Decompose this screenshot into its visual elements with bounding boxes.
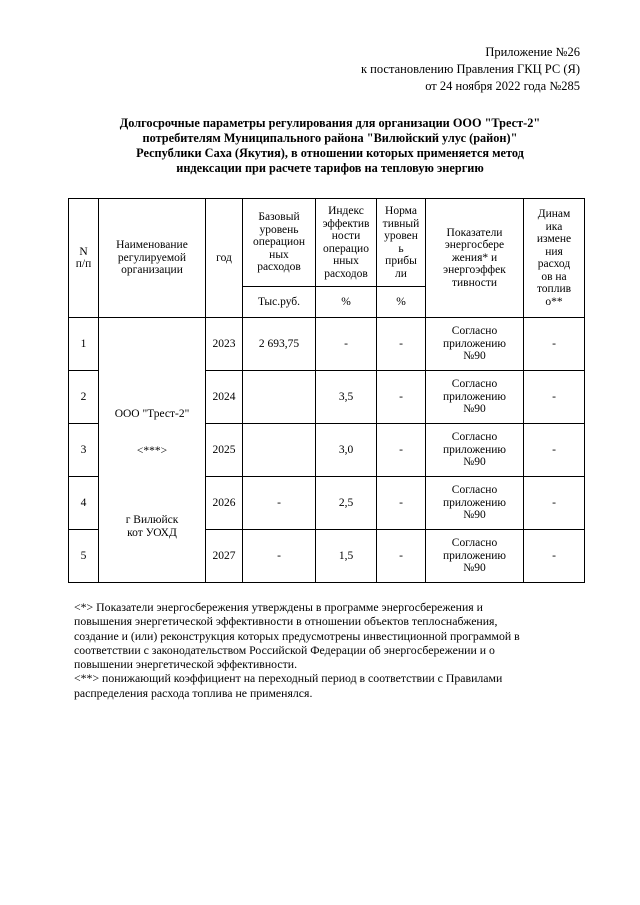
row-base-level: [243, 371, 316, 424]
header-text-line: ли: [395, 267, 407, 280]
row-efficiency-index: 3,0: [316, 424, 377, 477]
indicator-line: №90: [463, 456, 486, 469]
footnote-line: <*> Показатели энергосбережения утверждены в программе энергосбережения и: [74, 600, 483, 614]
header-num: [69, 199, 99, 318]
header-row: [69, 199, 585, 287]
row-norm-profit: -: [377, 318, 426, 371]
row-number: 5: [69, 530, 99, 583]
footnote-line: повышения энергетической эффективности в отношении объектов теплоснабжения,: [74, 614, 498, 629]
indicator-line: приложению: [442, 337, 507, 350]
row-indicators: [426, 424, 524, 477]
header-text-line: ния: [545, 245, 563, 258]
footnote-line: <**> понижающий коэффициент на переходный период в соответствии с Правилами: [74, 671, 503, 686]
indicator-line: №90: [463, 350, 486, 363]
row-year: 2025: [206, 424, 243, 477]
header-text-line: расходов: [324, 267, 368, 280]
header-text-line: эффектив: [322, 217, 370, 230]
header-text-line: Наименование: [116, 239, 188, 252]
row-norm-profit: -: [377, 371, 426, 424]
place-line: г Вилюйск: [125, 514, 179, 526]
row-base-level: 2 693,75: [243, 318, 316, 371]
header-text-line: Показатели: [446, 226, 503, 239]
header-text-line: о**: [545, 295, 563, 308]
unit-index: %: [316, 287, 377, 318]
footnote-line: создание и (или) реконструкция которых предусмотрены инвестиционной программой в: [74, 628, 520, 643]
header-text-line: энергоэффек: [443, 264, 506, 277]
header-text-line: жения* и: [451, 251, 498, 264]
row-efficiency-index: 1,5: [316, 530, 377, 583]
unit-base: Тыс.руб.: [243, 287, 316, 318]
appendix-number: Приложение №26: [485, 45, 580, 59]
header-org-name: [99, 199, 206, 318]
header-text-line: операцио: [323, 242, 369, 255]
organization-cell: [99, 318, 206, 583]
row-norm-profit: -: [377, 477, 426, 530]
header-text-line: Индекс: [328, 205, 364, 217]
row-year: 2026: [206, 477, 243, 530]
header-text-line: измене: [536, 233, 572, 245]
header-text-line: тивности: [451, 276, 498, 289]
row-number: 4: [69, 477, 99, 530]
header-norm-profit: [377, 199, 426, 287]
row-indicators: [426, 477, 524, 530]
organization-name: ООО "Трест-2": [114, 408, 190, 420]
title-line: индексации при расчете тарифов на тепловую энергию: [176, 161, 484, 175]
row-norm-profit: -: [377, 530, 426, 583]
header-text-line: ных: [269, 248, 289, 261]
header-indicators: [426, 199, 524, 318]
title-line: Республики Саха (Якутия), в отношении которых применяется метод: [136, 146, 524, 160]
appendix-resolution: к постановлению Правления ГКЦ РС (Я): [360, 62, 580, 76]
place-line: кот УОХД: [127, 526, 177, 539]
row-indicators: [426, 371, 524, 424]
header-year: [206, 199, 243, 318]
row-year: 2024: [206, 371, 243, 424]
header-text-line: организации: [121, 264, 183, 277]
row-base-level: -: [243, 477, 316, 530]
header-fuel-dynamics: [524, 199, 585, 318]
header-text-line: Норма: [385, 205, 417, 217]
header-text-line: нных: [333, 255, 359, 267]
footnote-line: соответствии с законодательством Российской Федерации об энергосбережении и о: [74, 642, 495, 657]
header-text-line: год: [216, 251, 232, 264]
row-efficiency-index: 2,5: [316, 477, 377, 530]
appendix-date: от 24 ноября 2022 года №285: [425, 79, 580, 93]
indicator-line: Согласно: [451, 325, 498, 338]
header-text-line: ов на: [541, 270, 567, 283]
indicator-line: приложению: [442, 390, 507, 403]
header-text-line: топлив: [536, 283, 572, 295]
row-efficiency-index: -: [316, 318, 377, 371]
header-text-line: ь: [398, 242, 404, 255]
row-fuel-dynamics: -: [524, 318, 585, 371]
footnote-line: распределения расхода топлива не применялся.: [74, 685, 313, 700]
organization-place: [99, 514, 205, 539]
indicator-line: Согласно: [451, 378, 498, 391]
header-text-line: уровень: [259, 223, 299, 236]
header-efficiency-index: [316, 199, 377, 287]
row-indicators: [426, 318, 524, 371]
indicator-line: Согласно: [451, 484, 498, 497]
header-base-level: [243, 199, 316, 287]
header-text-line: регулируемой: [117, 251, 187, 264]
indicator-line: №90: [463, 403, 486, 416]
header-text-line: N: [79, 245, 88, 258]
row-base-level: [243, 424, 316, 477]
row-efficiency-index: 3,5: [316, 371, 377, 424]
footnote-fuel-coefficient: [74, 671, 574, 700]
indicator-line: Согласно: [451, 537, 498, 550]
indicator-line: приложению: [442, 549, 507, 562]
header-text-line: тивный: [382, 217, 420, 230]
header-text-line: ности: [331, 230, 361, 242]
organization-code: <***>: [136, 445, 168, 457]
row-indicators: [426, 530, 524, 583]
header-text-line: расходов: [257, 261, 301, 274]
footnotes: [74, 600, 574, 700]
title-line: Долгосрочные параметры регулирования для организации ООО "Трест-2": [119, 116, 541, 130]
indicator-line: приложению: [442, 496, 507, 509]
row-fuel-dynamics: -: [524, 424, 585, 477]
header-text-line: уровен: [384, 230, 418, 242]
title-line: потребителям Муниципального района "Вилюйский улус (район)": [142, 131, 518, 145]
header-text-line: п/п: [75, 258, 92, 270]
document-title: [90, 116, 570, 176]
unit-norm: %: [377, 287, 426, 318]
header-text-line: ика: [545, 220, 563, 233]
row-fuel-dynamics: -: [524, 477, 585, 530]
row-year: 2023: [206, 318, 243, 371]
indicator-line: приложению: [442, 443, 507, 456]
row-number: 3: [69, 424, 99, 477]
row-fuel-dynamics: -: [524, 371, 585, 424]
header-text-line: Базовый: [258, 211, 300, 224]
row-norm-profit: -: [377, 424, 426, 477]
row-base-level: -: [243, 530, 316, 583]
indicator-line: Согласно: [451, 431, 498, 444]
header-text-line: энергосбере: [444, 239, 505, 252]
header-text-line: прибы: [385, 255, 417, 267]
regulation-parameters-table: [68, 198, 585, 583]
header-text-line: Динам: [537, 208, 571, 220]
row-number: 1: [69, 318, 99, 371]
header-text-line: расход: [537, 258, 571, 270]
header-text-line: операцион: [252, 236, 306, 249]
table-row: [69, 318, 585, 371]
footnote-line: повышении энергетической эффективности.: [74, 657, 298, 672]
indicator-line: №90: [463, 562, 486, 575]
row-fuel-dynamics: -: [524, 530, 585, 583]
appendix-header: [361, 44, 580, 95]
indicator-line: №90: [463, 509, 486, 522]
row-year: 2027: [206, 530, 243, 583]
footnote-energy-saving: [74, 600, 574, 671]
row-number: 2: [69, 371, 99, 424]
